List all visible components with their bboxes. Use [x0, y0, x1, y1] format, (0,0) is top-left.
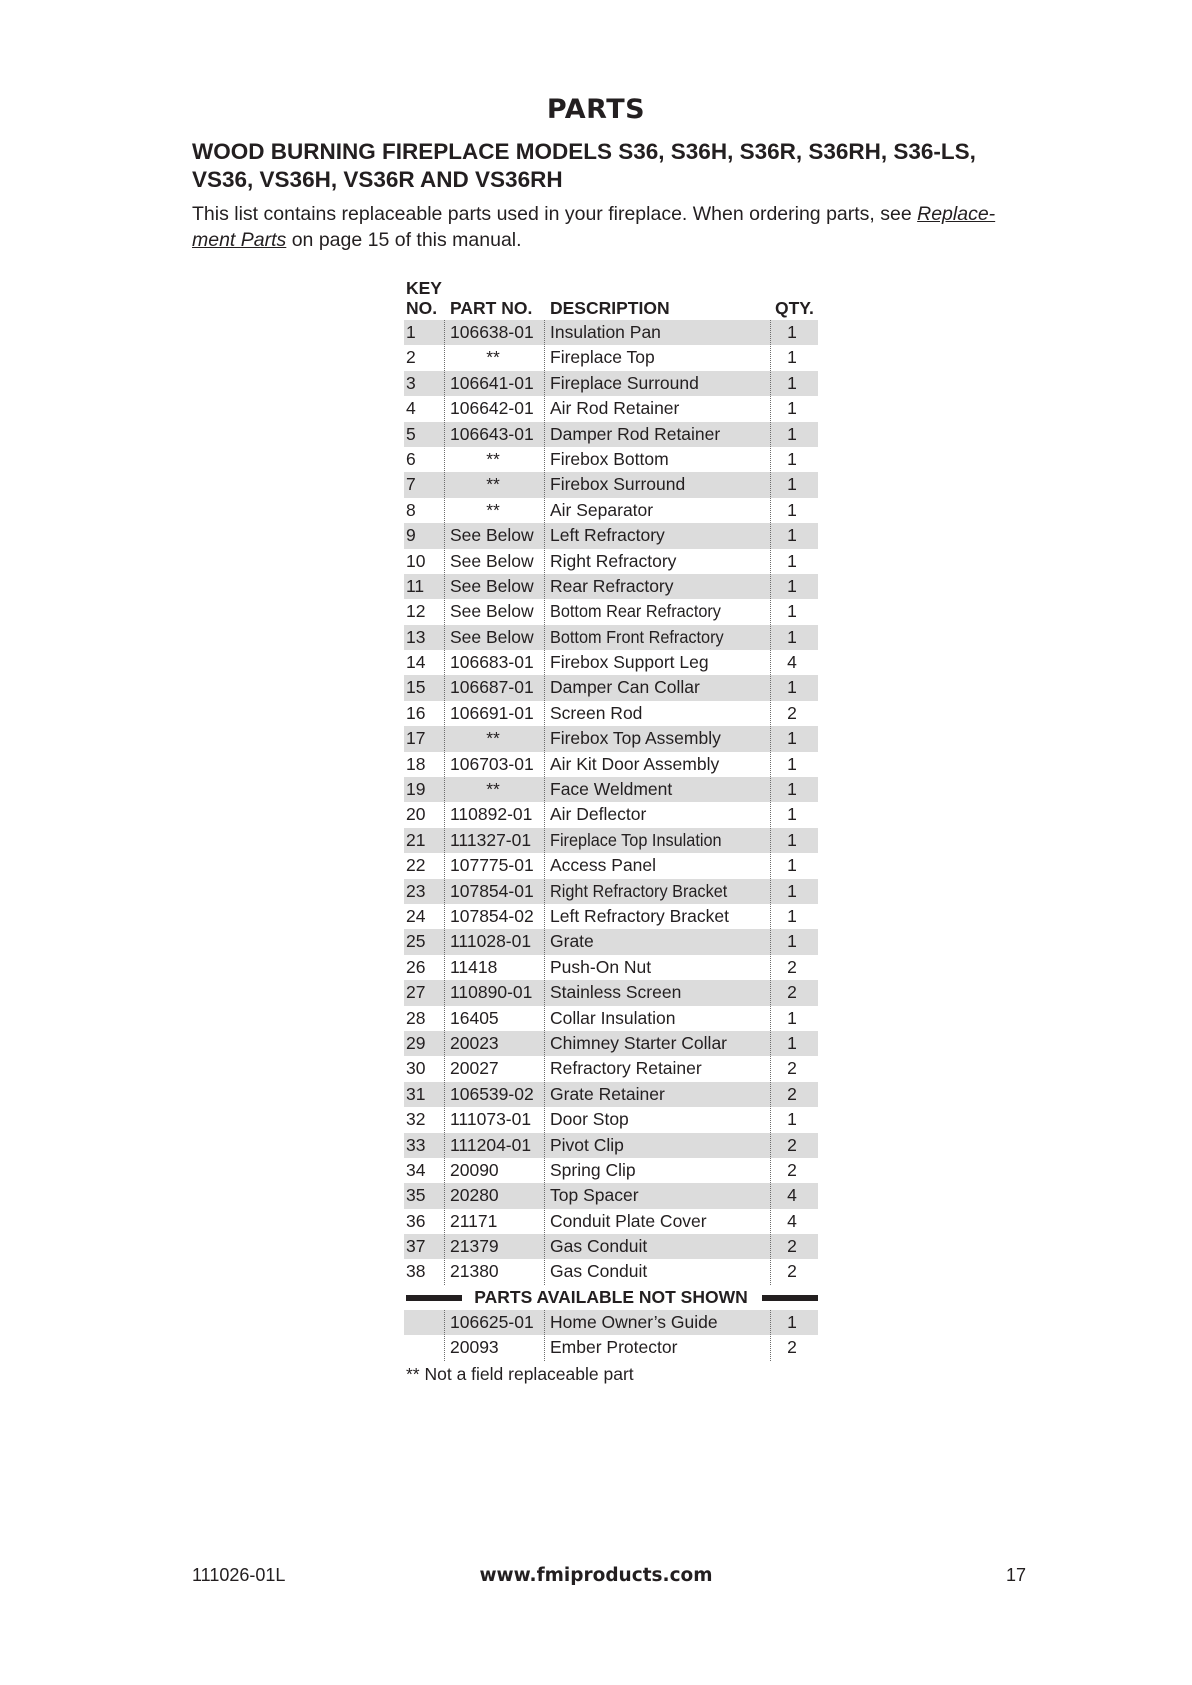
not-shown-rows: [404, 1310, 818, 1361]
description-cell: Gas Conduit: [550, 1236, 648, 1257]
part-no-cell: 111028-01: [450, 931, 532, 952]
qty-cell: 1: [787, 931, 797, 952]
header-description: DESCRIPTION: [550, 298, 670, 318]
not-shown-banner: [404, 1285, 818, 1310]
column-separator: [770, 1310, 771, 1361]
qty-cell: 1: [787, 829, 797, 850]
description-cell: Fireplace Top: [550, 347, 655, 368]
description-cell: Top Spacer: [550, 1185, 639, 1206]
key-no-cell: 19: [406, 779, 426, 800]
part-no-cell: 21171: [450, 1210, 498, 1231]
part-no-cell: 107775-01: [450, 855, 534, 876]
description-cell: Air Kit Door Assembly: [550, 753, 720, 774]
key-no-cell: 7: [406, 474, 416, 495]
key-no-cell: 2: [406, 347, 416, 368]
part-no-cell: 20280: [450, 1185, 499, 1206]
description-cell: Refractory Retainer: [550, 1058, 702, 1079]
key-no-cell: 4: [406, 398, 416, 419]
key-no-cell: 17: [406, 728, 426, 749]
part-no-cell: 21379: [450, 1236, 499, 1257]
part-no-cell: 106691-01: [450, 702, 534, 723]
key-no-cell: 10: [406, 550, 426, 571]
parts-table: [404, 278, 818, 1387]
key-no-cell: 34: [406, 1159, 426, 1180]
description-cell: Stainless Screen: [550, 982, 682, 1003]
table-row: [404, 701, 818, 726]
description-cell: Left Refractory Bracket: [550, 905, 729, 926]
description-cell: Face Weldment: [550, 779, 673, 800]
qty-cell: 2: [787, 1261, 797, 1282]
part-no-cell: 11418: [450, 956, 498, 977]
key-no-cell: 8: [406, 499, 416, 520]
column-separator: [544, 320, 545, 1285]
qty-cell: 1: [787, 499, 797, 520]
key-no-cell: 13: [406, 626, 426, 647]
part-no-cell: 111073-01: [450, 1109, 532, 1130]
description-cell: Home Owner’s Guide: [550, 1311, 718, 1332]
table-row: [404, 1056, 818, 1081]
key-no-cell: 15: [406, 677, 426, 698]
table-row: [404, 498, 818, 523]
description-cell: Rear Refractory: [550, 575, 674, 596]
table-row: [404, 1310, 818, 1335]
part-no-cell: 111327-01: [450, 829, 532, 850]
qty-cell: 1: [787, 1032, 797, 1053]
part-no-cell: 20093: [450, 1337, 499, 1358]
key-no-cell: 32: [406, 1109, 426, 1130]
part-no-cell: **: [486, 474, 500, 495]
part-no-cell: 107854-01: [450, 880, 534, 901]
qty-cell: 1: [787, 474, 797, 495]
qty-cell: 1: [787, 804, 797, 825]
key-no-cell: 9: [406, 525, 416, 546]
description-cell: Gas Conduit: [550, 1261, 648, 1282]
qty-cell: 1: [787, 855, 797, 876]
key-no-cell: 1: [406, 322, 416, 342]
key-no-cell: 12: [406, 601, 426, 622]
table-row: [404, 320, 818, 345]
qty-cell: 2: [787, 1236, 797, 1257]
qty-cell: 4: [787, 1210, 797, 1231]
table-row: [404, 980, 818, 1005]
website-link[interactable]: www.fmiproducts.com: [479, 1565, 713, 1586]
table-row: [404, 853, 818, 878]
part-no-cell: 16405: [450, 1007, 499, 1028]
key-no-cell: 36: [406, 1210, 426, 1231]
table-row: [404, 650, 818, 675]
part-no-cell: 106539-02: [450, 1083, 534, 1104]
qty-cell: 1: [787, 880, 797, 901]
description-cell: Firebox Top Assembly: [550, 728, 721, 749]
description-cell: Right Refractory Bracket: [550, 880, 728, 901]
description-cell: Access Panel: [550, 855, 657, 876]
table-row: [404, 1031, 818, 1056]
key-no-cell: 21: [406, 829, 426, 850]
part-no-cell: **: [486, 779, 500, 800]
part-no-cell: See Below: [450, 626, 534, 647]
part-no-cell: 106643-01: [450, 423, 534, 444]
description-cell: Damper Rod Retainer: [550, 423, 721, 444]
table-row: [404, 1335, 818, 1360]
description-cell: Ember Protector: [550, 1337, 678, 1358]
key-no-cell: 20: [406, 804, 426, 825]
banner-bar-right: [762, 1295, 818, 1301]
table-row: [404, 1183, 818, 1208]
intro-paragraph: [192, 201, 1052, 253]
table-row: [404, 1107, 818, 1132]
part-no-cell: **: [486, 347, 500, 368]
qty-cell: 2: [787, 1083, 797, 1104]
description-cell: Left Refractory: [550, 525, 665, 546]
description-cell: Damper Can Collar: [550, 677, 700, 698]
table-row: [404, 828, 818, 853]
models-heading: [192, 138, 1052, 194]
key-no-cell: 37: [406, 1236, 426, 1257]
description-cell: Firebox Surround: [550, 474, 686, 495]
qty-cell: 1: [787, 626, 797, 647]
qty-cell: 1: [787, 905, 797, 926]
key-no-cell: 22: [406, 855, 426, 876]
qty-cell: 1: [787, 1007, 797, 1028]
key-no-cell: 24: [406, 905, 426, 926]
part-no-cell: See Below: [450, 575, 534, 596]
table-row: [404, 396, 818, 421]
table-row: [404, 955, 818, 980]
part-no-cell: **: [486, 499, 500, 520]
qty-cell: 1: [787, 575, 797, 596]
qty-cell: 1: [787, 779, 797, 800]
qty-cell: 1: [787, 372, 797, 393]
part-no-cell: 21380: [450, 1261, 499, 1282]
description-cell: Firebox Support Leg: [550, 652, 709, 673]
table-row: [404, 1158, 818, 1183]
part-no-cell: 110890-01: [450, 982, 533, 1003]
qty-cell: 1: [787, 322, 797, 342]
part-no-cell: 106625-01: [450, 1311, 534, 1332]
table-row: [404, 802, 818, 827]
part-no-cell: 20027: [450, 1058, 499, 1079]
part-no-cell: 106703-01: [450, 753, 534, 774]
description-cell: Conduit Plate Cover: [550, 1210, 707, 1231]
column-separator: [770, 320, 771, 1285]
part-no-cell: See Below: [450, 525, 534, 546]
table-row: [404, 777, 818, 802]
description-cell: Air Deflector: [550, 804, 647, 825]
qty-cell: 4: [787, 652, 797, 673]
qty-cell: 1: [787, 728, 797, 749]
table-row: [404, 523, 818, 548]
header-key-line-1: KEY: [406, 278, 442, 298]
description-cell: Door Stop: [550, 1109, 629, 1130]
key-no-cell: 14: [406, 652, 426, 673]
key-no-cell: 38: [406, 1261, 426, 1282]
description-cell: Fireplace Surround: [550, 372, 699, 393]
description-cell: Right Refractory: [550, 550, 677, 571]
part-no-cell: 106638-01: [450, 322, 534, 342]
table-row: [404, 1209, 818, 1234]
description-cell: Pivot Clip: [550, 1134, 624, 1155]
description-cell: Insulation Pan: [550, 322, 661, 342]
table-row: [404, 904, 818, 929]
part-no-cell: 110892-01: [450, 804, 533, 825]
qty-cell: 1: [787, 1311, 797, 1332]
page-title: PARTS: [546, 94, 646, 125]
header-part-no: PART NO.: [450, 298, 533, 318]
key-no-cell: 29: [406, 1032, 426, 1053]
qty-cell: 1: [787, 347, 797, 368]
qty-cell: 2: [787, 1337, 797, 1358]
part-no-cell: 20090: [450, 1159, 499, 1180]
qty-cell: 1: [787, 448, 797, 469]
description-cell: Spring Clip: [550, 1159, 636, 1180]
qty-cell: 1: [787, 550, 797, 571]
parts-rows: [404, 320, 818, 1285]
table-row: [404, 422, 818, 447]
qty-cell: 1: [787, 677, 797, 698]
page-number: 17: [1006, 1565, 1027, 1585]
key-no-cell: 35: [406, 1185, 426, 1206]
table-header: [404, 278, 818, 320]
part-no-cell: 106642-01: [450, 398, 534, 419]
description-cell: Bottom Front Refractory: [550, 626, 724, 647]
description-cell: Push-On Nut: [550, 956, 652, 977]
table-row: [404, 752, 818, 777]
table-row: [404, 472, 818, 497]
description-cell: Collar Insulation: [550, 1007, 676, 1028]
table-row: [404, 447, 818, 472]
key-no-cell: 33: [406, 1134, 426, 1155]
description-cell: Fireplace Top Insulation: [550, 829, 722, 850]
qty-cell: 2: [787, 702, 797, 723]
qty-cell: 1: [787, 601, 797, 622]
key-no-cell: 25: [406, 931, 426, 952]
qty-cell: 2: [787, 1159, 797, 1180]
table-row: [404, 345, 818, 370]
intro-line-1: [192, 201, 1052, 227]
table-row: [404, 599, 818, 624]
column-separator: [444, 320, 445, 1285]
key-no-cell: 18: [406, 753, 426, 774]
key-no-cell: 30: [406, 1058, 426, 1079]
table-row: [404, 371, 818, 396]
qty-cell: 1: [787, 753, 797, 774]
qty-cell: 2: [787, 956, 797, 977]
description-cell: Air Rod Retainer: [550, 398, 680, 419]
table-row: [404, 1133, 818, 1158]
qty-cell: 2: [787, 982, 797, 1003]
part-no-cell: 107854-02: [450, 905, 534, 926]
qty-cell: 2: [787, 1134, 797, 1155]
column-separator: [544, 1310, 545, 1361]
table-row: [404, 879, 818, 904]
part-no-cell: **: [486, 728, 500, 749]
description-cell: Screen Rod: [550, 702, 643, 723]
part-no-cell: 111204-01: [450, 1134, 532, 1155]
document-number: 111026-01L: [192, 1565, 286, 1585]
intro-text-1: This list contains replaceable parts used in your fireplace. When ordering parts, see: [192, 203, 918, 225]
part-no-cell: 20023: [450, 1032, 499, 1053]
qty-cell: 4: [787, 1185, 797, 1206]
part-no-cell: **: [486, 448, 500, 469]
table-row: [404, 625, 818, 650]
column-separator: [444, 1310, 445, 1361]
key-no-cell: 16: [406, 702, 426, 723]
not-shown-heading: PARTS AVAILABLE NOT SHOWN: [474, 1286, 748, 1307]
key-no-cell: 3: [406, 372, 416, 393]
header-key-line-2: NO.: [406, 298, 438, 318]
key-no-cell: 5: [406, 423, 416, 444]
models-heading-line-2: VS36, VS36H, VS36R AND VS36RH: [192, 167, 563, 192]
description-cell: Grate: [550, 931, 594, 952]
key-no-cell: 28: [406, 1007, 426, 1028]
key-no-cell: 27: [406, 982, 426, 1003]
models-heading-line-1: WOOD BURNING FIREPLACE MODELS S36, S36H, S36R, S36RH, S36-LS,: [192, 139, 976, 164]
part-no-cell: 106641-01: [450, 372, 534, 393]
part-no-cell: 106683-01: [450, 652, 534, 673]
qty-cell: 2: [787, 1058, 797, 1079]
table-row: [404, 1082, 818, 1107]
table-row: [404, 574, 818, 599]
qty-cell: 1: [787, 398, 797, 419]
qty-cell: 1: [787, 1109, 797, 1130]
part-no-cell: See Below: [450, 550, 534, 571]
qty-cell: 1: [787, 525, 797, 546]
header-qty: QTY.: [775, 298, 814, 318]
table-row: [404, 549, 818, 574]
key-no-cell: 23: [406, 880, 426, 901]
part-no-cell: See Below: [450, 601, 534, 622]
table-row: [404, 929, 818, 954]
description-cell: Grate Retainer: [550, 1083, 665, 1104]
description-cell: Firebox Bottom: [550, 448, 669, 469]
table-row: [404, 1234, 818, 1259]
table-row: [404, 675, 818, 700]
key-no-cell: 6: [406, 448, 416, 469]
footnote: ** Not a field replaceable part: [406, 1363, 634, 1384]
key-no-cell: 11: [406, 575, 425, 596]
key-no-cell: 31: [406, 1083, 426, 1104]
replacement-parts-link-part-2[interactable]: ment Parts: [192, 229, 287, 251]
description-cell: Chimney Starter Collar: [550, 1032, 727, 1053]
qty-cell: 1: [787, 423, 797, 444]
table-row: [404, 726, 818, 751]
key-no-cell: 26: [406, 956, 426, 977]
replacement-parts-link-part-1[interactable]: Replace-: [917, 203, 996, 225]
description-cell: Air Separator: [550, 499, 654, 520]
intro-line-2: [192, 227, 1052, 253]
table-row: [404, 1006, 818, 1031]
description-cell: Bottom Rear Refractory: [550, 601, 721, 622]
table-row: [404, 1259, 818, 1284]
intro-text-2: on page 15 of this manual.: [286, 229, 522, 251]
part-no-cell: 106687-01: [450, 677, 534, 698]
